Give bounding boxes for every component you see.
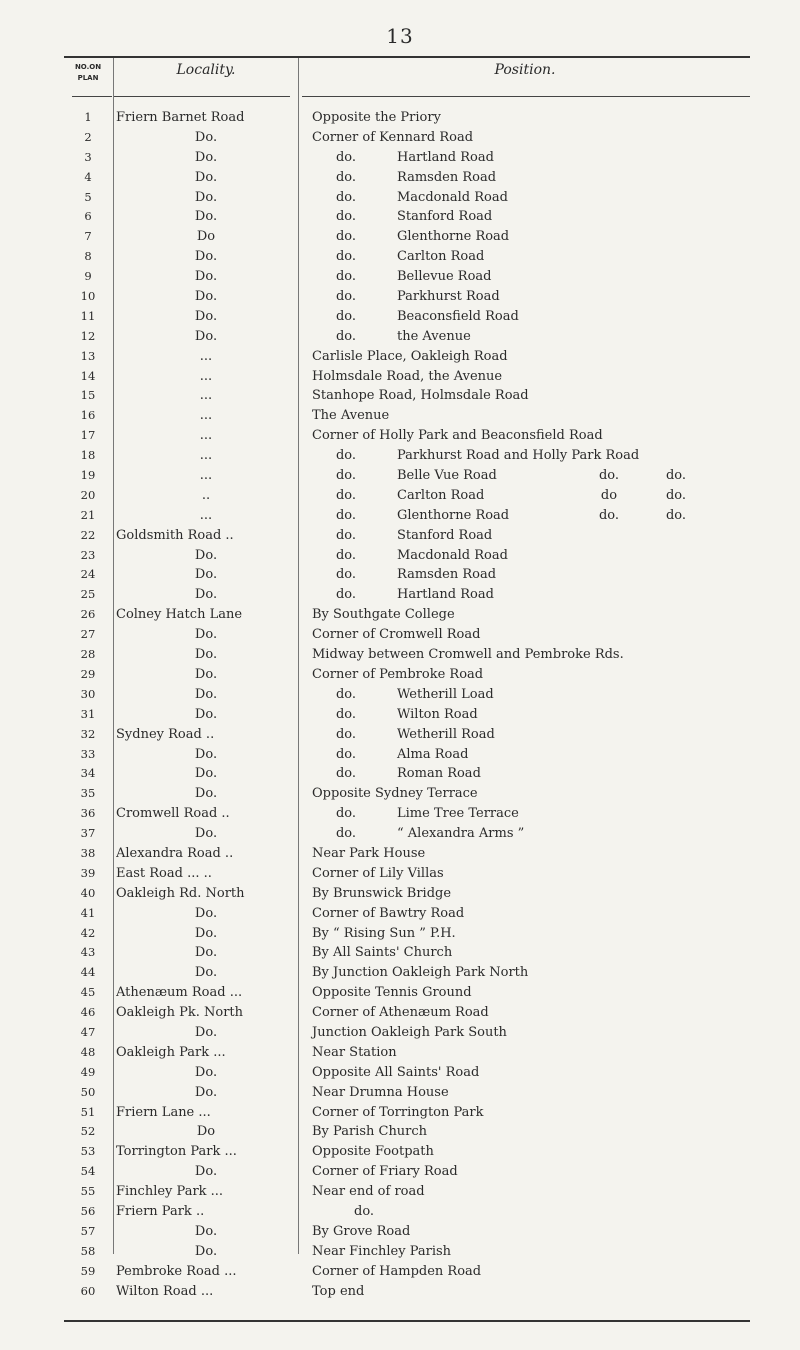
plan-number: 11 bbox=[80, 308, 96, 323]
locality-cell: Pembroke Road ... bbox=[116, 1263, 237, 1279]
table-row bbox=[64, 1162, 750, 1182]
locality-cell: Do. bbox=[194, 567, 218, 583]
table-row bbox=[64, 605, 750, 625]
plan-number: 6 bbox=[84, 209, 92, 224]
position-cell: Corner of Friary Road bbox=[312, 1164, 458, 1180]
plan-number: 18 bbox=[80, 448, 96, 463]
locality-cell: Do. bbox=[194, 547, 218, 563]
locality-cell: Do. bbox=[194, 945, 218, 961]
position-ditto: do. bbox=[335, 527, 357, 543]
table-row bbox=[64, 904, 750, 924]
plan-number: 58 bbox=[80, 1243, 96, 1258]
locality-cell: Wilton Road ... bbox=[116, 1283, 214, 1299]
position-cell: Corner of Pembroke Road bbox=[312, 666, 484, 682]
table-row bbox=[64, 1242, 750, 1262]
position-cell: Near Drumna House bbox=[312, 1084, 449, 1100]
locality-cell: Do. bbox=[194, 786, 218, 802]
position-ditto: do. bbox=[335, 169, 357, 185]
locality-cell: ... bbox=[199, 408, 213, 424]
position-road: the Avenue bbox=[397, 328, 471, 344]
locality-cell: Do. bbox=[194, 1223, 218, 1239]
plan-number: 24 bbox=[80, 567, 96, 582]
position-ditto: do. bbox=[665, 468, 687, 484]
table-row bbox=[64, 1142, 750, 1162]
plan-number: 8 bbox=[84, 249, 92, 264]
locality-cell: Do. bbox=[194, 905, 218, 921]
position-cell: By Southgate College bbox=[312, 607, 455, 623]
locality-cell: Do. bbox=[194, 587, 218, 603]
position-road: Glenthorne Road bbox=[397, 507, 510, 523]
table-row bbox=[64, 267, 750, 287]
locality-cell: Do. bbox=[194, 746, 218, 762]
position-cell: The Avenue bbox=[312, 408, 390, 424]
table-row bbox=[64, 307, 750, 327]
locality-cell: Friern Lane ... bbox=[116, 1104, 211, 1120]
position-cell: Near Station bbox=[312, 1044, 397, 1060]
locality-cell: Do. bbox=[194, 826, 218, 842]
locality-cell: East Road ... .. bbox=[116, 865, 212, 881]
plan-number: 22 bbox=[80, 527, 96, 542]
locality-cell: ... bbox=[199, 468, 213, 484]
position-ditto: do. bbox=[335, 229, 357, 245]
position-cell: Opposite Tennis Ground bbox=[312, 985, 472, 1001]
position-ditto: do. bbox=[335, 249, 357, 265]
table-row bbox=[64, 963, 750, 983]
position-ditto: do. bbox=[335, 746, 357, 762]
plan-number: 13 bbox=[80, 348, 96, 363]
plan-number: 53 bbox=[80, 1144, 96, 1159]
plan-number: 25 bbox=[80, 587, 96, 602]
position-cell: do. bbox=[354, 1203, 375, 1219]
plan-number: 46 bbox=[80, 1005, 96, 1020]
plan-number: 10 bbox=[80, 289, 96, 304]
plan-number: 44 bbox=[80, 965, 96, 980]
plan-number: 4 bbox=[84, 169, 92, 184]
position-cell: Carlisle Place, Oakleigh Road bbox=[312, 348, 508, 364]
table-row bbox=[64, 924, 750, 944]
table-row bbox=[64, 466, 750, 486]
table-row bbox=[64, 168, 750, 188]
position-ditto: do. bbox=[335, 448, 357, 464]
table-row bbox=[64, 844, 750, 864]
plan-number: 29 bbox=[80, 666, 96, 681]
locality-cell: Do. bbox=[194, 269, 218, 285]
plan-number: 48 bbox=[80, 1044, 96, 1059]
plan-number: 16 bbox=[80, 408, 96, 423]
locality-cell: Do. bbox=[194, 189, 218, 205]
plan-number: 42 bbox=[80, 925, 96, 940]
plan-number: 26 bbox=[80, 607, 96, 622]
position-ditto: do. bbox=[335, 587, 357, 603]
position-cell: Opposite Sydney Terrace bbox=[312, 786, 478, 802]
plan-number: 19 bbox=[80, 468, 96, 483]
table-row bbox=[64, 745, 750, 765]
plan-number: 23 bbox=[80, 547, 96, 562]
locality-cell: Do. bbox=[194, 308, 218, 324]
locality-cell: Do. bbox=[194, 666, 218, 682]
plan-number: 31 bbox=[80, 706, 96, 721]
position-cell: Opposite All Saints' Road bbox=[312, 1064, 480, 1080]
locality-cell: ... bbox=[199, 448, 213, 464]
plan-number: 49 bbox=[80, 1064, 96, 1079]
position-ditto: do. bbox=[335, 826, 357, 842]
table-row bbox=[64, 546, 750, 566]
position-cell: Opposite the Priory bbox=[312, 110, 441, 125]
plan-number: 21 bbox=[80, 507, 96, 522]
locality-cell: ... bbox=[199, 348, 213, 364]
locality-cell: Colney Hatch Lane bbox=[116, 607, 243, 623]
position-road: Wetherill Road bbox=[397, 726, 495, 742]
position-road: Macdonald Road bbox=[397, 189, 508, 205]
plan-number: 38 bbox=[80, 845, 96, 860]
position-ditto: do. bbox=[335, 289, 357, 305]
locality-cell: Do. bbox=[194, 1243, 218, 1259]
position-cell: Corner of Hampden Road bbox=[312, 1263, 482, 1279]
locality-cell: Do. bbox=[194, 1024, 218, 1040]
position-ditto: do. bbox=[665, 507, 687, 523]
position-cell: Corner of Cromwell Road bbox=[312, 627, 481, 643]
locality-cell: ... bbox=[199, 428, 213, 444]
table-row bbox=[64, 446, 750, 466]
table-body bbox=[64, 108, 750, 1301]
locality-cell: Do. bbox=[194, 925, 218, 941]
table-row bbox=[64, 148, 750, 168]
position-ditto: do. bbox=[598, 468, 620, 484]
position-road: Parkhurst Road bbox=[397, 289, 500, 305]
table-row bbox=[64, 406, 750, 426]
locality-cell: Do. bbox=[194, 209, 218, 225]
locality-cell: ... bbox=[199, 507, 213, 523]
position-ditto: do. bbox=[335, 269, 357, 285]
table-row bbox=[64, 367, 750, 387]
plan-number: 32 bbox=[80, 726, 96, 741]
table-row bbox=[64, 665, 750, 685]
table-row bbox=[64, 1262, 750, 1282]
plan-number: 12 bbox=[80, 328, 96, 343]
plan-number: 34 bbox=[80, 766, 96, 781]
position-road: Belle Vue Road bbox=[397, 468, 497, 484]
plan-number: 17 bbox=[80, 428, 96, 443]
locality-cell: Do. bbox=[194, 766, 218, 782]
position-ditto: do. bbox=[335, 487, 357, 503]
table-row bbox=[64, 1182, 750, 1202]
table-row bbox=[64, 764, 750, 784]
plan-number: 40 bbox=[80, 885, 96, 900]
table-row bbox=[64, 207, 750, 227]
table-row bbox=[64, 1282, 750, 1302]
position-road: Lime Tree Terrace bbox=[397, 806, 519, 822]
locality-cell: Oakleigh Park ... bbox=[116, 1044, 226, 1060]
position-ditto: do. bbox=[335, 209, 357, 225]
position-road: “ Alexandra Arms ” bbox=[397, 826, 525, 842]
position-cell: Corner of Bawtry Road bbox=[312, 905, 465, 921]
locality-cell: Do bbox=[196, 229, 216, 245]
locality-cell: Do. bbox=[194, 129, 218, 145]
locality-cell: Alexandra Road .. bbox=[116, 845, 234, 861]
position-ditto: do. bbox=[335, 547, 357, 563]
position-road: Parkhurst Road and Holly Park Road bbox=[397, 448, 640, 464]
position-cell: Near Finchley Parish bbox=[312, 1243, 452, 1259]
plan-number: 51 bbox=[80, 1104, 96, 1119]
locality-cell: Do. bbox=[194, 627, 218, 643]
position-ditto: do. bbox=[335, 468, 357, 484]
locality-cell: Cromwell Road .. bbox=[116, 806, 230, 822]
header-locality: Locality. bbox=[176, 62, 236, 78]
position-cell: Stanhope Road, Holmsdale Road bbox=[312, 388, 529, 404]
position-ditto: do. bbox=[335, 567, 357, 583]
locality-cell: Do. bbox=[194, 686, 218, 702]
position-ditto: do. bbox=[335, 507, 357, 523]
locality-cell: Do. bbox=[194, 149, 218, 165]
table-row bbox=[64, 486, 750, 506]
table-row bbox=[64, 1043, 750, 1063]
locality-cell: Do. bbox=[194, 328, 218, 344]
table-row bbox=[64, 327, 750, 347]
table-row bbox=[64, 864, 750, 884]
plan-number: 59 bbox=[80, 1263, 96, 1278]
position-ditto: do. bbox=[598, 507, 620, 523]
plan-number: 28 bbox=[80, 647, 96, 662]
position-road: Alma Road bbox=[397, 746, 469, 762]
plan-number: 20 bbox=[80, 487, 96, 502]
position-cell: By Grove Road bbox=[312, 1223, 411, 1239]
position-cell: Opposite Footpath bbox=[312, 1144, 434, 1160]
bottom-rule bbox=[64, 1320, 750, 1322]
plan-number: 55 bbox=[80, 1184, 96, 1199]
position-ditto: do. bbox=[335, 766, 357, 782]
table-row bbox=[64, 108, 750, 128]
table-row bbox=[64, 1222, 750, 1242]
position-ditto: do. bbox=[335, 806, 357, 822]
position-cell: By All Saints' Church bbox=[312, 945, 453, 961]
locality-cell: ... bbox=[199, 368, 213, 384]
table-row bbox=[64, 426, 750, 446]
locality-cell: Do. bbox=[194, 706, 218, 722]
table-row bbox=[64, 227, 750, 247]
table-row bbox=[64, 287, 750, 307]
table-row bbox=[64, 784, 750, 804]
position-cell: Corner of Holly Park and Beaconsfield Road bbox=[312, 428, 603, 444]
table-row bbox=[64, 1122, 750, 1142]
position-road: Bellevue Road bbox=[397, 269, 492, 285]
plan-number: 7 bbox=[84, 229, 92, 244]
plan-number: 39 bbox=[80, 865, 96, 880]
position-cell: Top end bbox=[312, 1283, 365, 1299]
position-cell: Corner of Torrington Park bbox=[312, 1104, 484, 1120]
plan-number: 60 bbox=[80, 1283, 96, 1298]
plan-number: 35 bbox=[80, 786, 96, 801]
locality-cell: Friern Barnet Road bbox=[116, 110, 245, 125]
locality-cell: Do. bbox=[194, 289, 218, 305]
plan-number: 14 bbox=[80, 368, 96, 383]
position-road: Wilton Road bbox=[397, 706, 478, 722]
plan-number: 15 bbox=[80, 388, 96, 403]
table-row bbox=[64, 685, 750, 705]
table-row bbox=[64, 188, 750, 208]
locality-cell: Do bbox=[196, 1124, 216, 1140]
locality-cell: Do. bbox=[194, 647, 218, 663]
position-cell: By “ Rising Sun ” P.H. bbox=[312, 925, 456, 941]
table-row bbox=[64, 804, 750, 824]
locality-cell: Oakleigh Pk. North bbox=[116, 1005, 244, 1021]
locality-cell: Torrington Park ... bbox=[116, 1144, 237, 1160]
table-row bbox=[64, 347, 750, 367]
plan-number: 54 bbox=[80, 1164, 96, 1179]
page-number: 13 bbox=[386, 24, 414, 48]
locality-cell: Goldsmith Road .. bbox=[116, 527, 234, 543]
position-cell: Midway between Cromwell and Pembroke Rds. bbox=[312, 647, 624, 663]
header-position: Position. bbox=[494, 62, 556, 78]
table-row bbox=[64, 983, 750, 1003]
position-ditto: do bbox=[600, 487, 618, 503]
locality-cell: Athenæum Road ... bbox=[116, 985, 243, 1001]
plan-number: 27 bbox=[80, 627, 96, 642]
position-cell: Junction Oakleigh Park South bbox=[312, 1024, 507, 1040]
plan-number: 41 bbox=[80, 905, 96, 920]
plan-number: 57 bbox=[80, 1223, 96, 1238]
position-road: Glenthorne Road bbox=[397, 229, 510, 245]
plan-number: 56 bbox=[80, 1203, 96, 1218]
table-row bbox=[64, 1202, 750, 1222]
locality-cell: Friern Park .. bbox=[116, 1203, 205, 1219]
position-road: Stanford Road bbox=[397, 209, 493, 225]
table-row bbox=[64, 1063, 750, 1083]
position-cell: Corner of Athenæum Road bbox=[312, 1005, 489, 1021]
locality-cell: Finchley Park ... bbox=[116, 1184, 224, 1200]
table-row bbox=[64, 625, 750, 645]
position-ditto: do. bbox=[335, 149, 357, 165]
position-cell: By Brunswick Bridge bbox=[312, 885, 452, 901]
table-row bbox=[64, 943, 750, 963]
plan-number: 30 bbox=[80, 686, 96, 701]
position-road: Ramsden Road bbox=[397, 169, 497, 185]
position-cell: Holmsdale Road, the Avenue bbox=[312, 368, 503, 384]
position-road: Carlton Road bbox=[397, 249, 485, 265]
position-cell: Near Park House bbox=[312, 845, 426, 861]
locality-cell: Do. bbox=[194, 1064, 218, 1080]
table-row bbox=[64, 386, 750, 406]
table-row bbox=[64, 1103, 750, 1123]
position-cell: By Junction Oakleigh Park North bbox=[312, 965, 529, 981]
position-road: Roman Road bbox=[397, 766, 481, 782]
plan-number: 52 bbox=[80, 1124, 96, 1139]
table-row bbox=[64, 705, 750, 725]
locality-cell: Do. bbox=[194, 1164, 218, 1180]
locality-cell: Do. bbox=[194, 169, 218, 185]
locality-cell: Sydney Road .. bbox=[116, 726, 215, 742]
position-ditto: do. bbox=[335, 706, 357, 722]
table-row bbox=[64, 565, 750, 585]
position-cell: Corner of Kennard Road bbox=[312, 129, 474, 145]
top-rule bbox=[64, 56, 750, 58]
header-no-on-plan-line1: NO.ON bbox=[74, 63, 102, 71]
plan-number: 47 bbox=[80, 1024, 96, 1039]
locality-cell: .. bbox=[201, 487, 211, 503]
position-road: Wetherill Load bbox=[397, 686, 494, 702]
table-row bbox=[64, 506, 750, 526]
position-cell: By Parish Church bbox=[312, 1124, 428, 1140]
plan-number: 1 bbox=[84, 110, 92, 124]
plan-number: 43 bbox=[80, 945, 96, 960]
table-row bbox=[64, 1003, 750, 1023]
locality-cell: Oakleigh Rd. North bbox=[116, 885, 245, 901]
position-road: Macdonald Road bbox=[397, 547, 508, 563]
position-ditto: do. bbox=[335, 308, 357, 324]
plan-number: 3 bbox=[84, 149, 92, 164]
header-no-on-plan-line2: PLAN bbox=[77, 74, 99, 82]
position-road: Ramsden Road bbox=[397, 567, 497, 583]
table-row bbox=[64, 725, 750, 745]
plan-number: 36 bbox=[80, 806, 96, 821]
position-ditto: do. bbox=[335, 189, 357, 205]
plan-number: 9 bbox=[84, 269, 92, 284]
locality-cell: Do. bbox=[194, 249, 218, 265]
position-ditto: do. bbox=[335, 686, 357, 702]
locality-cell: ... bbox=[199, 388, 213, 404]
locality-cell: Do. bbox=[194, 965, 218, 981]
locality-cell: Do. bbox=[194, 1084, 218, 1100]
position-road: Hartland Road bbox=[397, 149, 494, 165]
plan-number: 33 bbox=[80, 746, 96, 761]
position-cell: Corner of Lily Villas bbox=[312, 865, 444, 881]
table-row bbox=[64, 585, 750, 605]
position-cell: Near end of road bbox=[312, 1184, 425, 1200]
plan-number: 37 bbox=[80, 826, 96, 841]
position-road: Stanford Road bbox=[397, 527, 493, 543]
position-ditto: do. bbox=[335, 328, 357, 344]
table-row bbox=[64, 128, 750, 148]
table-row bbox=[64, 884, 750, 904]
table-row bbox=[64, 247, 750, 267]
plan-number: 2 bbox=[84, 129, 92, 144]
table-row bbox=[64, 645, 750, 665]
position-road: Hartland Road bbox=[397, 587, 494, 603]
plan-number: 50 bbox=[80, 1084, 96, 1099]
position-ditto: do. bbox=[335, 726, 357, 742]
table-row bbox=[64, 526, 750, 546]
position-road: Carlton Road bbox=[397, 487, 485, 503]
position-ditto: do. bbox=[665, 487, 687, 503]
position-road: Beaconsfield Road bbox=[397, 308, 519, 324]
table-row bbox=[64, 824, 750, 844]
table-row bbox=[64, 1023, 750, 1043]
plan-number: 45 bbox=[80, 985, 96, 1000]
plan-number: 5 bbox=[84, 189, 92, 204]
table-row bbox=[64, 1083, 750, 1103]
header-no-on-plan bbox=[64, 62, 112, 84]
